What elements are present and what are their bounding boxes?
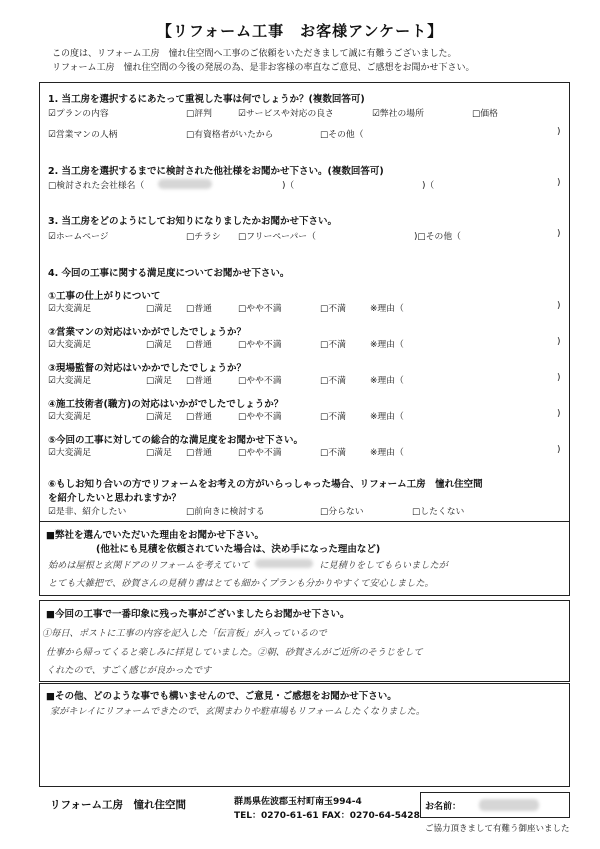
reason-close: ) bbox=[557, 373, 561, 383]
somewhat-unsatisfied-option[interactable]: □やや不満 bbox=[238, 304, 282, 314]
neutral-option[interactable]: □普通 bbox=[186, 376, 212, 386]
q6-option-no[interactable]: □したくない bbox=[412, 507, 465, 517]
q4-row-1 bbox=[40, 301, 569, 315]
q2-heading: 2. 当工房を選択するまでに検討された他社様をお聞かせ下さい。(複数回答可) bbox=[48, 166, 384, 177]
q2-paren-2: )（ bbox=[422, 181, 435, 191]
q4-heading: 4. 今回の工事に関する満足度についてお聞かせ下さい。 bbox=[48, 268, 290, 279]
q6-line-1: ⑥もしお知り合いの方でリフォームをお考えの方がいらっしゃった場合、リフォーム工房 憧れ住空間 bbox=[48, 479, 483, 490]
q3-option-website[interactable]: ☑ホームページ bbox=[48, 232, 109, 242]
unsatisfied-option[interactable]: □不満 bbox=[320, 304, 346, 314]
q1-option-price[interactable]: □価格 bbox=[472, 109, 498, 119]
name-box bbox=[420, 792, 570, 818]
other-handwriting-1: 家がキレイにリフォームできたので、玄関まわりや駐車場もリフォームしたくなりました。 bbox=[50, 706, 426, 717]
reason-close: ) bbox=[557, 337, 561, 347]
reason-label: ※理由（ bbox=[370, 340, 404, 350]
q4-row-3 bbox=[40, 373, 569, 387]
reason-label: ※理由（ bbox=[370, 412, 404, 422]
name-label: お名前： bbox=[425, 802, 462, 812]
very-satisfied-option[interactable]: ☑大変満足 bbox=[48, 340, 92, 350]
very-satisfied-option[interactable]: ☑大変満足 bbox=[48, 304, 92, 314]
unsatisfied-option[interactable]: □不満 bbox=[320, 448, 346, 458]
redacted-company-name bbox=[158, 179, 212, 189]
q1-option-other[interactable]: □その他（ bbox=[320, 130, 364, 140]
satisfied-option[interactable]: □満足 bbox=[146, 448, 172, 458]
reason-text-1a: 始めは屋根と玄関ドアのリフォームを考えていて bbox=[48, 560, 250, 571]
q4-sub-4: ④施工技術者(職方)の対応はいかがでしたでしょうか？ bbox=[48, 399, 284, 410]
q2-paren-3: ) bbox=[557, 178, 561, 188]
survey-box bbox=[39, 82, 570, 596]
impression-handwriting-3: くれたので、すごく感じが良かったです bbox=[46, 665, 212, 676]
satisfied-option[interactable]: □満足 bbox=[146, 376, 172, 386]
q3-option-freepaper[interactable]: □フリーペーパー（ bbox=[238, 232, 316, 242]
thanks-note: ご協力頂きまして有難う御座いました bbox=[425, 824, 570, 834]
q6-line-2: を紹介したいと思われますか？ bbox=[48, 493, 182, 504]
q4-row-5 bbox=[40, 445, 569, 459]
q4-row-4 bbox=[40, 409, 569, 423]
reason-label: ※理由（ bbox=[370, 376, 404, 386]
reason-handwriting-2: とても大雑把で、砂賀さんの見積り書はとても細かくプランも分かりやすくて安心しました。 bbox=[48, 578, 434, 589]
unsatisfied-option[interactable]: □不満 bbox=[320, 376, 346, 386]
neutral-option[interactable]: □普通 bbox=[186, 340, 212, 350]
q1-option-qualified[interactable]: □有資格者がいたから bbox=[186, 130, 274, 140]
somewhat-unsatisfied-option[interactable]: □やや不満 bbox=[238, 412, 282, 422]
q3-option-flyer[interactable]: □チラシ bbox=[186, 232, 221, 242]
somewhat-unsatisfied-option[interactable]: □やや不満 bbox=[238, 448, 282, 458]
q2-company-label: □検討された会社様名（ bbox=[48, 181, 145, 191]
very-satisfied-option[interactable]: ☑大変満足 bbox=[48, 376, 92, 386]
q2-paren-1: )（ bbox=[282, 181, 295, 191]
neutral-option[interactable]: □普通 bbox=[186, 448, 212, 458]
q1-option-reputation[interactable]: □評判 bbox=[186, 109, 212, 119]
unsatisfied-option[interactable]: □不満 bbox=[320, 412, 346, 422]
q1-option-plan[interactable]: ☑プランの内容 bbox=[48, 109, 109, 119]
q6-option-unsure[interactable]: □分らない bbox=[320, 507, 364, 517]
somewhat-unsatisfied-option[interactable]: □やや不満 bbox=[238, 340, 282, 350]
reason-subheading: (他社にも見積を依頼されていた場合は、決め手になった理由など) bbox=[96, 544, 381, 555]
q1-heading: 1. 当工房を選択するにあたって重視した事は何でしょうか？(複数回答可) bbox=[48, 94, 365, 105]
somewhat-unsatisfied-option[interactable]: □やや不満 bbox=[238, 376, 282, 386]
document-title: 【リフォーム工事 お客様アンケート】 bbox=[156, 22, 444, 40]
q4-sub-3: ③現場監督の対応はいかかでしたでしょうか？ bbox=[48, 363, 247, 374]
q4-row-2 bbox=[40, 337, 569, 351]
reason-heading: ■弊社を選んでいただいた理由をお聞かせ下さい。 bbox=[46, 530, 264, 541]
footer-address: 群馬県佐波郡玉村町南玉994-4 bbox=[234, 797, 362, 807]
impression-heading: ■今回の工事で一番印象に残った事がございましたらお聞かせ下さい。 bbox=[46, 609, 350, 620]
satisfied-option[interactable]: □満足 bbox=[146, 412, 172, 422]
q4-sub-1: ①工事の仕上がりについて bbox=[48, 291, 161, 302]
reason-close: ) bbox=[557, 445, 561, 455]
neutral-option[interactable]: □普通 bbox=[186, 304, 212, 314]
reason-text-1b: に見積りをしてもらいましたが bbox=[319, 560, 448, 571]
reason-label: ※理由（ bbox=[370, 304, 404, 314]
other-box bbox=[39, 683, 570, 787]
reason-handwriting-1 bbox=[48, 557, 448, 571]
q3-option-other[interactable]: )□その他（ bbox=[414, 232, 461, 242]
reason-divider bbox=[40, 521, 569, 522]
neutral-option[interactable]: □普通 bbox=[186, 412, 212, 422]
q4-sub-2: ②営業マンの対応はいかがでしたでしょうか？ bbox=[48, 327, 247, 338]
reason-close: ) bbox=[557, 409, 561, 419]
very-satisfied-option[interactable]: ☑大変満足 bbox=[48, 412, 92, 422]
satisfied-option[interactable]: □満足 bbox=[146, 340, 172, 350]
unsatisfied-option[interactable]: □不満 bbox=[320, 340, 346, 350]
redacted-company bbox=[255, 559, 313, 568]
impression-handwriting-1: ①毎日、ポストに工事の内容を記入した「伝言板」が入っているので bbox=[42, 628, 327, 639]
q3-other-close: ) bbox=[557, 229, 561, 239]
very-satisfied-option[interactable]: ☑大変満足 bbox=[48, 448, 92, 458]
q6-option-consider[interactable]: □前向きに検討する bbox=[186, 507, 265, 517]
redacted-name bbox=[479, 799, 539, 811]
reason-close: ) bbox=[557, 301, 561, 311]
q1-option-salesperson[interactable]: ☑営業マンの人柄 bbox=[48, 130, 118, 140]
other-heading: ■その他、どのような事でも構いませんので、ご意見・ご感想をお聞かせ下さい。 bbox=[46, 691, 397, 702]
q4-sub-5: ⑤今回の工事に対しての総合的な満足度をお聞かせ下さい。 bbox=[48, 435, 304, 446]
impression-box bbox=[39, 600, 570, 682]
q6-option-recommend[interactable]: ☑是非、紹介したい bbox=[48, 507, 127, 517]
q3-heading: 3. 当工房をどのようにしてお知りになりましたかお聞かせ下さい。 bbox=[48, 216, 338, 227]
q1-other-close: ) bbox=[557, 127, 561, 137]
q1-option-service[interactable]: ☑サービスや対応の良さ bbox=[238, 109, 334, 119]
footer-company: リフォーム工房 憧れ住空間 bbox=[50, 799, 186, 811]
reason-label: ※理由（ bbox=[370, 448, 404, 458]
footer-tel-fax: TEL：0270-61-61 FAX：0270-64-5428 bbox=[234, 811, 420, 821]
intro-line-1: この度は、リフォーム工房 憧れ住空間へ工事のご依頼をいただきまして誠に有難うございました。 bbox=[52, 49, 457, 59]
q1-option-location[interactable]: ☑弊社の場所 bbox=[372, 109, 424, 119]
impression-handwriting-2: 仕事から帰ってくると楽しみに拝見していました。②朝、砂賀さんがご近所のそうじをして bbox=[46, 647, 423, 658]
satisfied-option[interactable]: □満足 bbox=[146, 304, 172, 314]
intro-line-2: リフォーム工房 憧れ住空間の今後の発展の為、是非お客様の率直なご意見、ご感想をお聞かせ下さい。 bbox=[52, 63, 475, 73]
